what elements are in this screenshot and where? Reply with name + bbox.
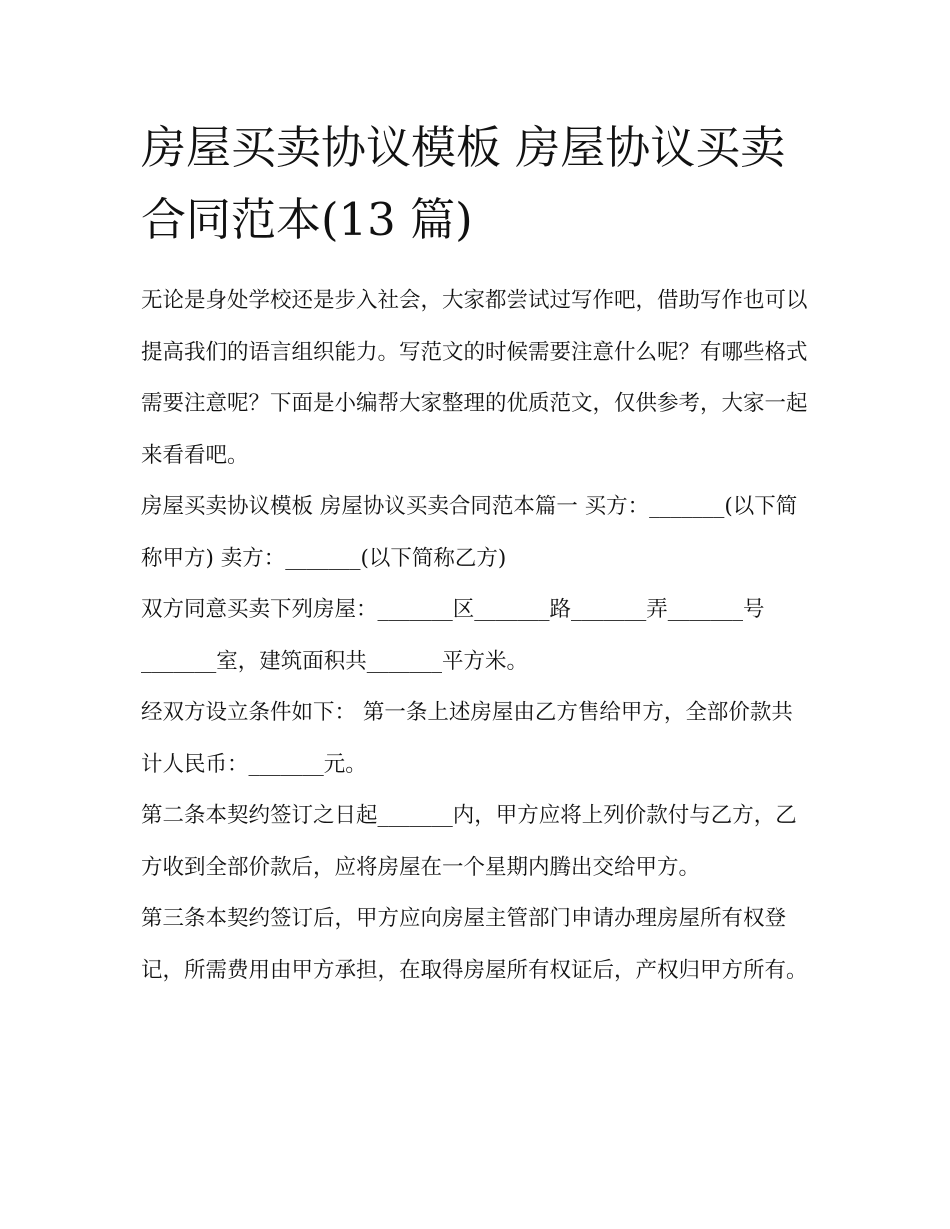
document-body xyxy=(141,275,813,996)
article-one-paragraph: 经双方设立条件如下： 第一条上述房屋由乙方售给甲方，全部价款共计人民币：_______元。 xyxy=(141,700,793,777)
property-paragraph: 双方同意买卖下列房屋：_______区_______路_______弄_______号_______室，建筑面积共_______平方米。 xyxy=(141,597,765,674)
document-page xyxy=(141,112,813,996)
article-three-paragraph: 第三条本契约签订后，甲方应向房屋主管部门申请办理房屋所有权登记，所需费用由甲方承担，在取得房屋所有权证后，产权归甲方所有。 xyxy=(141,906,808,983)
parties-paragraph: 房屋买卖协议模板 房屋协议买卖合同范本篇一 买方：_______(以下简称甲方) 卖方：_______(以下简称乙方) xyxy=(141,494,798,571)
intro-paragraph: 无论是身处学校还是步入社会，大家都尝试过写作吧，借助写作也可以提高我们的语言组织能力。写范文的时候需要注意什么呢？有哪些格式需要注意呢？下面是小编帮大家整理的优质范文，仅供参考，大家一起来看看吧。 xyxy=(141,288,808,468)
article-two-paragraph: 第二条本契约签订之日起_______内，甲方应将上列价款付与乙方，乙方收到全部价款后，应将房屋在一个星期内腾出交给甲方。 xyxy=(141,803,797,880)
document-title: 房屋买卖协议模板 房屋协议买卖合同范本(13 篇) xyxy=(141,121,786,246)
